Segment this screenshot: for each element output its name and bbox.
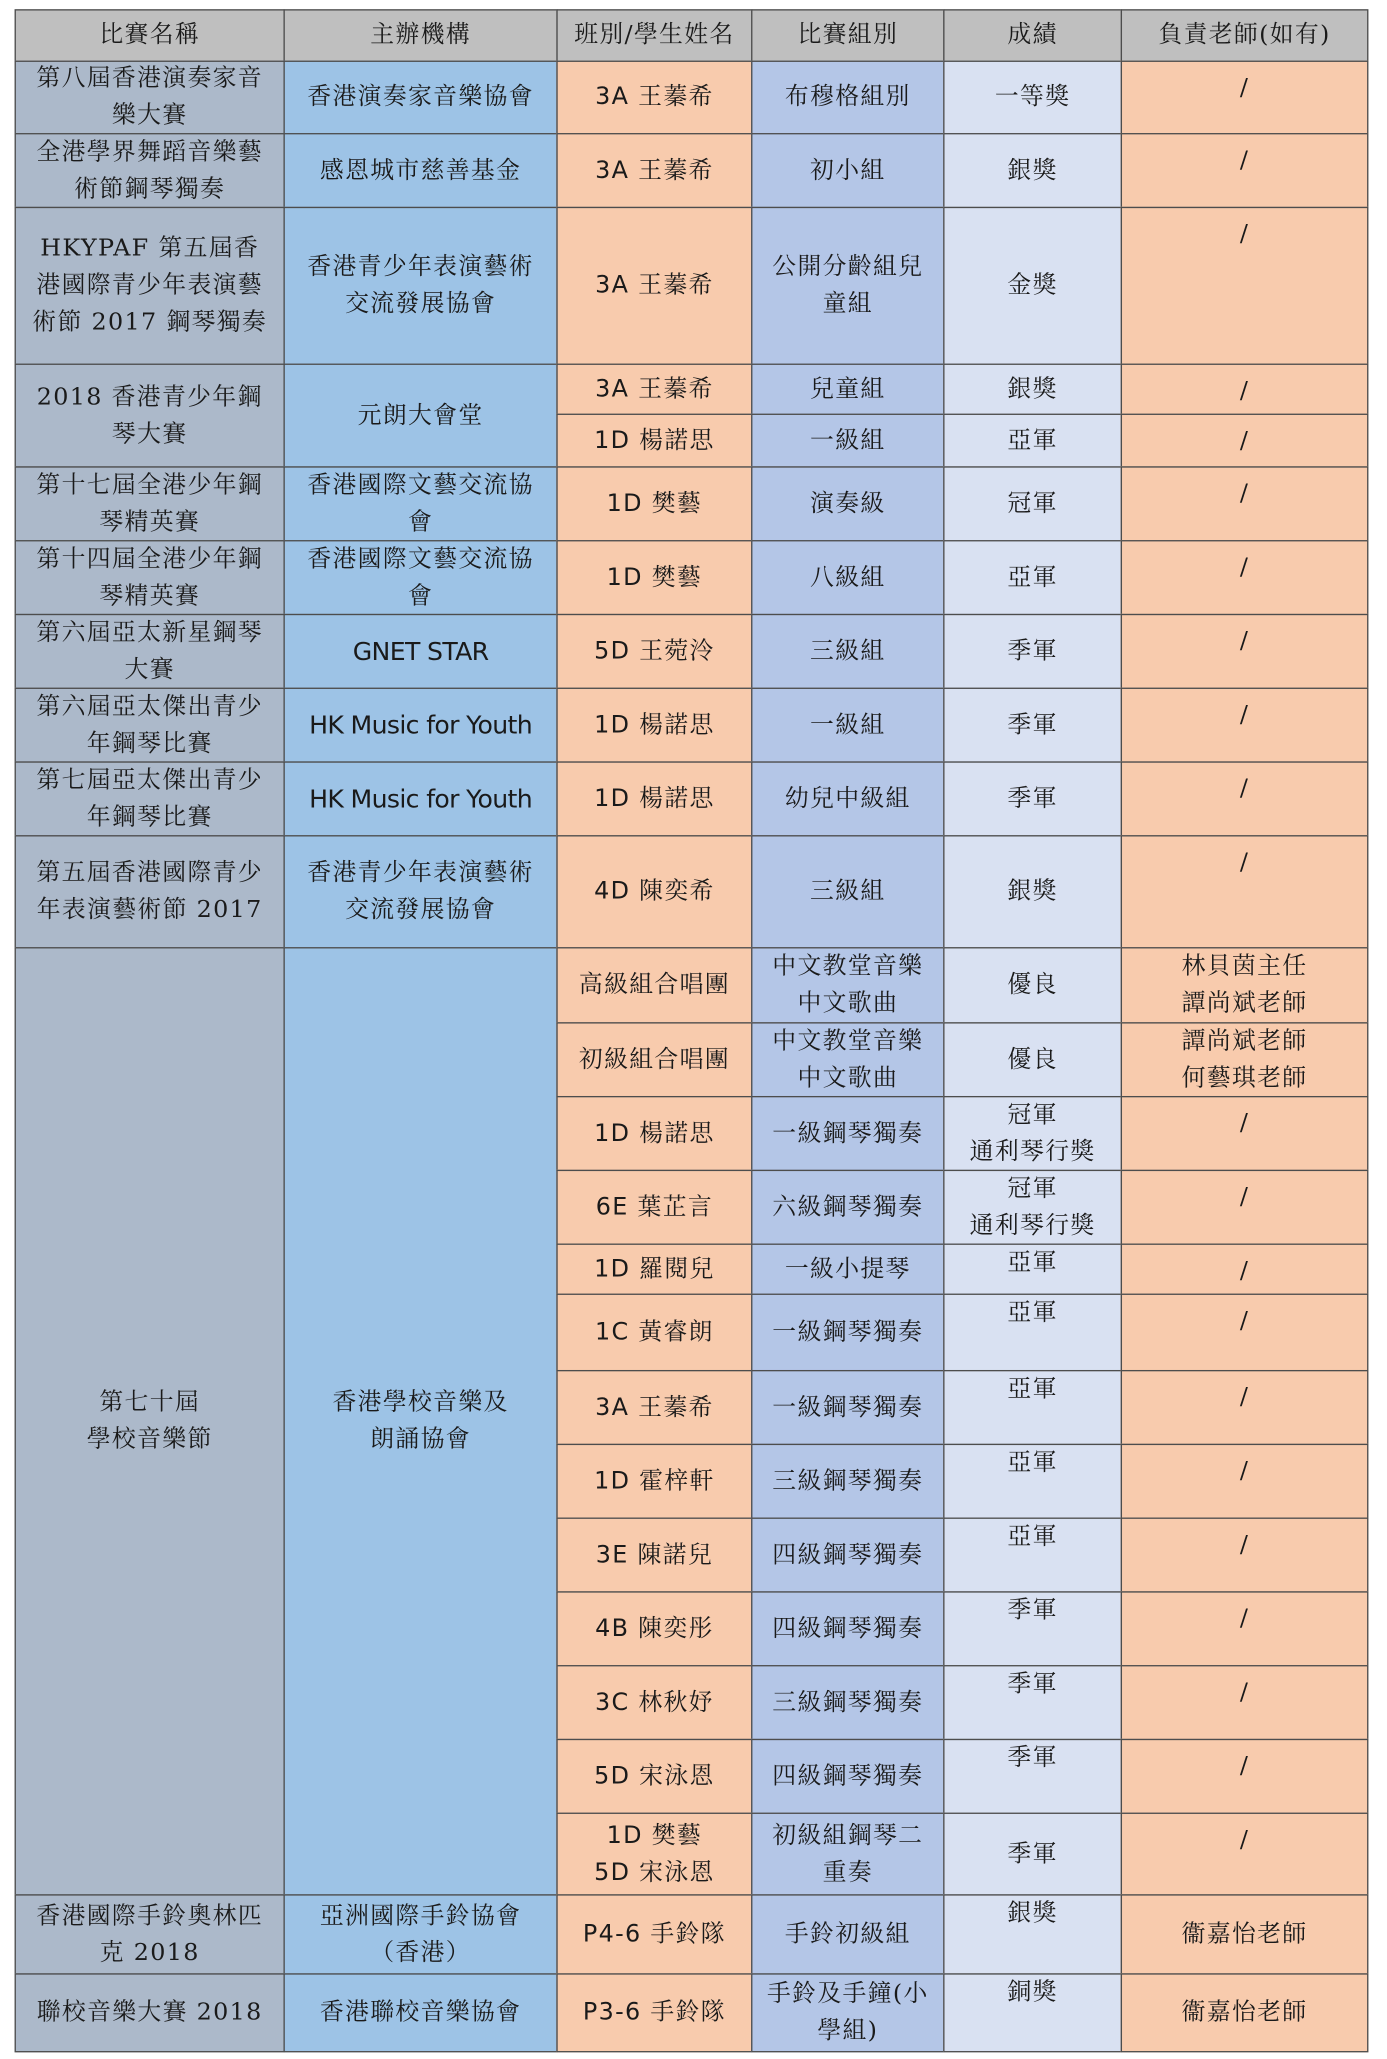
student-cell-text: 1D 羅閱兒 xyxy=(594,1254,715,1283)
student-cell-text: 高級組合唱團 xyxy=(578,970,730,999)
competition-name-text: 第七屆亞太傑出青少年鋼琴比賽 xyxy=(36,766,263,831)
result-cell-text: 亞軍 xyxy=(1007,1298,1058,1327)
student-cell-text: 3A 王蓁希 xyxy=(595,156,714,184)
organizer xyxy=(283,835,557,948)
table-row-teacher-cell xyxy=(1121,947,1369,1023)
table-row-student-cell xyxy=(556,1973,752,2052)
teacher-cell-text: 林貝茵主任 譚尚斌老師 xyxy=(1181,952,1308,1017)
table-row-teacher-cell xyxy=(1121,207,1369,365)
result-cell-text: 銅獎 xyxy=(1007,1978,1058,2007)
competition-name xyxy=(15,207,285,365)
table-row-group-cell xyxy=(751,466,944,541)
table-row-group-cell xyxy=(751,1665,944,1740)
group-cell-text: 三級組 xyxy=(810,877,886,905)
organizer-text: 感恩城市慈善基金 xyxy=(319,156,522,184)
competition-name-text: 2018 香港青少年鋼琴大賽 xyxy=(36,382,263,448)
table-row-result-cell xyxy=(943,540,1122,615)
table-row-student-cell xyxy=(556,1894,752,1974)
table-row-teacher-cell xyxy=(1121,1973,1369,2052)
table-row-result-cell xyxy=(943,1244,1122,1295)
group-cell-text: 四級鋼琴獨奏 xyxy=(772,1540,924,1569)
table-row-teacher-cell xyxy=(1121,364,1369,415)
table-row-group-cell xyxy=(751,207,944,365)
teacher-cell-text: / xyxy=(1239,219,1250,248)
table-row-teacher-cell xyxy=(1121,1591,1369,1666)
table-row-group-cell xyxy=(751,364,944,415)
table-row-student-cell xyxy=(556,466,752,541)
teacher-cell-text: 譚尚斌老師 何藝琪老師 xyxy=(1181,1026,1308,1092)
student-cell-text: 1D 楊諾思 xyxy=(594,710,715,739)
student-cell-text: 1D 楊諾思 xyxy=(594,426,715,454)
student-cell-text: 5D 王菀泠 xyxy=(594,636,715,665)
result-cell-text: 銀獎 xyxy=(1007,374,1058,403)
organizer xyxy=(283,1894,557,1974)
student-cell-text: 1D 楊諾思 xyxy=(594,784,715,813)
table-row-student-cell xyxy=(556,61,752,135)
table-row-group-cell xyxy=(751,614,944,689)
group-cell-text: 一級鋼琴獨奏 xyxy=(772,1393,924,1421)
result-cell-text: 亞軍 xyxy=(1007,1248,1058,1277)
teacher-cell-text: / xyxy=(1239,1182,1250,1211)
teacher-cell-text: / xyxy=(1239,1752,1250,1780)
teacher-cell-text: / xyxy=(1239,1678,1250,1706)
table-row-teacher-cell xyxy=(1121,133,1369,208)
group-cell-text: 三級組 xyxy=(810,636,886,665)
table-row-student-cell xyxy=(556,1665,752,1740)
result-cell-text: 銀獎 xyxy=(1007,1899,1058,1928)
student-cell-text: 6E 葉芷言 xyxy=(595,1192,714,1221)
group-cell-text: 手鈴初級組 xyxy=(784,1919,911,1948)
competition-name-text: 第六屆亞太傑出青少年鋼琴比賽 xyxy=(36,692,263,757)
table-row-result-cell xyxy=(943,688,1122,763)
organizer-text: 香港國際文藝交流協會 xyxy=(307,544,534,610)
organizer xyxy=(283,540,557,615)
table-row-teacher-cell xyxy=(1121,1894,1369,1974)
organizer xyxy=(283,207,557,365)
table-row-result-cell xyxy=(943,1518,1122,1593)
table-row-result-cell xyxy=(943,1973,1122,2052)
teacher-cell-text: / xyxy=(1239,1604,1250,1633)
table-row-student-cell xyxy=(556,688,752,763)
table-row-group-cell xyxy=(751,835,944,948)
table-row-group-cell xyxy=(751,761,944,836)
table-row-teacher-cell xyxy=(1121,61,1369,135)
teacher-cell-text: / xyxy=(1239,774,1250,803)
group-cell-text: 初級組鋼琴二重奏 xyxy=(772,1821,924,1886)
group-cell-text: 六級鋼琴獨奏 xyxy=(772,1192,924,1221)
header-teacher xyxy=(1121,9,1369,62)
header-student xyxy=(556,9,752,62)
teacher-cell-text: / xyxy=(1239,1383,1250,1411)
table-row-teacher-cell xyxy=(1121,1370,1369,1445)
competition-name-text: 第六屆亞太新星鋼琴大賽 xyxy=(36,618,263,684)
competition-name xyxy=(15,1894,285,1974)
group-cell-text: 一級組 xyxy=(810,710,886,739)
organizer xyxy=(283,761,557,836)
teacher-cell-text: / xyxy=(1239,1825,1250,1854)
table-row-student-cell xyxy=(556,364,752,415)
header-competition-text: 比賽名稱 xyxy=(99,21,201,49)
table-row-group-cell xyxy=(751,1022,944,1097)
student-cell-text: 5D 宋泳恩 xyxy=(594,1761,715,1790)
competition-name xyxy=(15,61,285,135)
competition-name-text: 第十七屆全港少年鋼琴精英賽 xyxy=(36,470,263,536)
teacher-cell-text: / xyxy=(1239,627,1250,655)
organizer-text: 元朗大會堂 xyxy=(357,401,484,429)
competition-name xyxy=(15,466,285,541)
competition-name-text: 第十四屆全港少年鋼琴精英賽 xyxy=(36,544,263,610)
group-cell-text: 初小組 xyxy=(810,156,886,184)
competition-name xyxy=(15,761,285,836)
organizer-text: 香港青少年表演藝術交流發展協會 xyxy=(307,252,534,318)
table-row-group-cell xyxy=(751,947,944,1023)
competition-name xyxy=(15,688,285,763)
competition-name-text: 第八屆香港演奏家音樂大賽 xyxy=(36,64,263,130)
student-cell-text: 3E 陳諾兒 xyxy=(595,1540,714,1569)
group-cell-text: 三級鋼琴獨奏 xyxy=(772,1466,924,1495)
teacher-cell-text: / xyxy=(1239,376,1250,405)
header-competition xyxy=(15,9,285,62)
table-row-result-cell xyxy=(943,1022,1122,1097)
table-row-result-cell xyxy=(943,1665,1122,1740)
table-row-student-cell xyxy=(556,761,752,836)
table-row-teacher-cell xyxy=(1121,1444,1369,1519)
competition-name-text: 全港學界舞蹈音樂藝術節鋼琴獨奏 xyxy=(36,137,263,203)
table-row-student-cell xyxy=(556,414,752,468)
result-cell-text: 季軍 xyxy=(1007,1670,1058,1698)
group-cell-text: 四級鋼琴獨奏 xyxy=(772,1614,924,1643)
table-row-group-cell xyxy=(751,1813,944,1896)
table-row-teacher-cell xyxy=(1121,1739,1369,1814)
table-row-group-cell xyxy=(751,1591,944,1666)
table-row-group-cell xyxy=(751,1973,944,2052)
result-cell-text: 季軍 xyxy=(1007,710,1058,739)
teacher-cell-text: 衞嘉怡老師 xyxy=(1181,1998,1308,2027)
competition-name-text: 第五屆香港國際青少年表演藝術節 2017 xyxy=(36,858,263,924)
table-row-result-cell xyxy=(943,364,1122,415)
table-row-student-cell xyxy=(556,1294,752,1372)
result-cell-text: 金獎 xyxy=(1007,271,1058,300)
student-cell-text: 4B 陳奕彤 xyxy=(595,1614,714,1643)
table-row-student-cell xyxy=(556,207,752,365)
result-cell-text: 優良 xyxy=(1007,1045,1058,1073)
table-row-teacher-cell xyxy=(1121,1096,1369,1171)
table-row-group-cell xyxy=(751,61,944,135)
table-row-student-cell xyxy=(556,1813,752,1896)
group-cell-text: 八級組 xyxy=(810,563,886,591)
organizer-text: 香港學校音樂及 朗誦協會 xyxy=(332,1388,509,1453)
organizer xyxy=(283,61,557,135)
table-row-group-cell xyxy=(751,1739,944,1814)
table-row-group-cell xyxy=(751,1370,944,1445)
result-cell-text: 亞軍 xyxy=(1007,1522,1058,1551)
student-cell-text: 1D 樊藝 5D 宋泳恩 xyxy=(594,1821,715,1886)
competition-name xyxy=(15,540,285,615)
table-row-student-cell xyxy=(556,1022,752,1097)
header-result-text: 成績 xyxy=(1007,21,1058,49)
student-cell-text: P4-6 手鈴隊 xyxy=(582,1919,726,1948)
group-cell-text: 一級鋼琴獨奏 xyxy=(772,1119,924,1147)
table-row-student-cell xyxy=(556,947,752,1023)
teacher-cell-text: / xyxy=(1239,479,1250,508)
table-row-group-cell xyxy=(751,1294,944,1372)
table-row-result-cell xyxy=(943,761,1122,836)
table-row-group-cell xyxy=(751,1444,944,1519)
table-row-teacher-cell xyxy=(1121,414,1369,468)
student-cell-text: 1D 樊藝 xyxy=(606,563,703,591)
table-row-result-cell xyxy=(943,1370,1122,1445)
teacher-cell-text: / xyxy=(1239,1109,1250,1137)
competition-name xyxy=(15,614,285,689)
teacher-cell-text: / xyxy=(1239,1456,1250,1485)
student-cell-text: 3A 王蓁希 xyxy=(595,82,714,111)
teacher-cell-text: / xyxy=(1239,1306,1250,1335)
organizer xyxy=(283,947,557,1895)
table-row-teacher-cell xyxy=(1121,540,1369,615)
teacher-cell-text: / xyxy=(1239,146,1250,174)
result-cell-text: 季軍 xyxy=(1007,636,1058,665)
table-row-result-cell xyxy=(943,1739,1122,1814)
group-cell-text: 演奏級 xyxy=(810,489,886,518)
table-row-student-cell xyxy=(556,614,752,689)
organizer-text: 香港青少年表演藝術交流發展協會 xyxy=(307,858,534,924)
table-row-result-cell xyxy=(943,835,1122,948)
table-row-group-cell xyxy=(751,1518,944,1593)
table-row-teacher-cell xyxy=(1121,761,1369,836)
teacher-cell-text: / xyxy=(1239,700,1250,729)
teacher-cell-text: 衞嘉怡老師 xyxy=(1181,1919,1308,1948)
group-cell-text: 中文教堂音樂中文歌曲 xyxy=(772,1026,924,1092)
table-row-student-cell xyxy=(556,540,752,615)
table-row-result-cell xyxy=(943,1170,1122,1245)
student-cell-text: 3A 王蓁希 xyxy=(595,374,714,403)
competition-name-text: HKYPAF 第五屆香港國際青少年表演藝術節 2017 鋼琴獨奏 xyxy=(32,234,268,336)
teacher-cell-text: / xyxy=(1239,553,1250,581)
table-row-student-cell xyxy=(556,1518,752,1593)
table-row-student-cell xyxy=(556,1244,752,1295)
table-row-result-cell xyxy=(943,614,1122,689)
table-row-student-cell xyxy=(556,133,752,208)
header-teacher-text: 負責老師(如有) xyxy=(1158,21,1331,49)
student-cell-text: 3A 王蓁希 xyxy=(595,1393,714,1421)
table-row-teacher-cell xyxy=(1121,1244,1369,1295)
competition-name xyxy=(15,1973,285,2052)
organizer-text: 香港國際文藝交流協會 xyxy=(307,470,534,536)
group-cell-text: 布穆格組別 xyxy=(784,82,911,111)
table-row-teacher-cell xyxy=(1121,614,1369,689)
student-cell-text: 4D 陳奕希 xyxy=(594,877,715,905)
result-cell-text: 季軍 xyxy=(1007,1744,1058,1772)
table-row-teacher-cell xyxy=(1121,1518,1369,1593)
organizer-text: HK Music for Youth xyxy=(309,784,533,814)
result-cell-text: 亞軍 xyxy=(1007,426,1058,454)
organizer-text: GNET STAR xyxy=(352,636,489,666)
header-group-text: 比賽組別 xyxy=(797,21,899,49)
header-group xyxy=(751,9,944,62)
table-row-student-cell xyxy=(556,1444,752,1519)
teacher-cell-text: / xyxy=(1239,73,1250,102)
table-row-result-cell xyxy=(943,1813,1122,1896)
table-row-result-cell xyxy=(943,1894,1122,1974)
organizer-text: 香港聯校音樂協會 xyxy=(319,1998,522,2027)
group-cell-text: 手鈴及手鐘(小學組) xyxy=(766,1979,929,2045)
organizer xyxy=(283,466,557,541)
student-cell-text: 1D 樊藝 xyxy=(606,489,703,518)
result-cell-text: 亞軍 xyxy=(1007,563,1058,591)
table-row-group-cell xyxy=(751,1096,944,1171)
table-row-student-cell xyxy=(556,1170,752,1245)
result-cell-text: 季軍 xyxy=(1007,784,1058,813)
result-cell-text: 亞軍 xyxy=(1007,1375,1058,1403)
table-row-result-cell xyxy=(943,1591,1122,1666)
table-row-result-cell xyxy=(943,133,1122,208)
table-row-group-cell xyxy=(751,414,944,468)
table-row-student-cell xyxy=(556,1739,752,1814)
table-row-group-cell xyxy=(751,540,944,615)
table-row-result-cell xyxy=(943,947,1122,1023)
table-row-group-cell xyxy=(751,133,944,208)
table-row-result-cell xyxy=(943,466,1122,541)
group-cell-text: 一級小提琴 xyxy=(784,1254,911,1283)
student-cell-text: 1C 黃睿朗 xyxy=(594,1317,714,1346)
result-cell-text: 冠軍 通利琴行獎 xyxy=(969,1101,1096,1166)
competition-name-text: 聯校音樂大賽 2018 xyxy=(36,1998,263,2027)
teacher-cell-text: / xyxy=(1239,848,1250,877)
table-row-teacher-cell xyxy=(1121,466,1369,541)
organizer xyxy=(283,614,557,689)
teacher-cell-text: / xyxy=(1239,1530,1250,1559)
table-row-student-cell xyxy=(556,1370,752,1445)
table-row-result-cell xyxy=(943,414,1122,468)
teacher-cell-text: / xyxy=(1239,1256,1250,1285)
table-row-teacher-cell xyxy=(1121,1813,1369,1896)
group-cell-text: 兒童組 xyxy=(810,374,886,403)
organizer-text: 亞洲國際手鈴協會（香港） xyxy=(319,1901,522,1967)
organizer xyxy=(283,364,557,468)
organizer xyxy=(283,688,557,763)
table-row-result-cell xyxy=(943,207,1122,365)
student-cell-text: P3-6 手鈴隊 xyxy=(582,1998,726,2027)
table-row-student-cell xyxy=(556,835,752,948)
group-cell-text: 一級組 xyxy=(810,426,886,454)
result-cell-text: 一等獎 xyxy=(994,82,1071,111)
header-organizer-text: 主辦機構 xyxy=(370,21,471,49)
table-row-group-cell xyxy=(751,1244,944,1295)
teacher-cell-text: / xyxy=(1239,426,1250,455)
table-row-result-cell xyxy=(943,61,1122,135)
table-row-teacher-cell xyxy=(1121,688,1369,763)
group-cell-text: 四級鋼琴獨奏 xyxy=(772,1761,924,1790)
table-row-result-cell xyxy=(943,1096,1122,1171)
group-cell-text: 中文教堂音樂中文歌曲 xyxy=(772,952,924,1017)
group-cell-text: 三級鋼琴獨奏 xyxy=(772,1688,924,1716)
student-cell-text: 初級組合唱團 xyxy=(578,1045,730,1073)
result-cell-text: 冠軍 xyxy=(1007,489,1058,518)
table-row-teacher-cell xyxy=(1121,1170,1369,1245)
competition-name-text: 香港國際手鈴奧林匹克 2018 xyxy=(36,1901,263,1967)
student-cell-text: 3C 林秋妤 xyxy=(594,1688,714,1716)
organizer-text: 香港演奏家音樂協會 xyxy=(307,82,534,111)
result-cell-text: 冠軍 通利琴行獎 xyxy=(969,1175,1096,1240)
table-row-student-cell xyxy=(556,1591,752,1666)
table-row-result-cell xyxy=(943,1444,1122,1519)
table-row-student-cell xyxy=(556,1096,752,1171)
competition-name xyxy=(15,364,285,468)
table-row-teacher-cell xyxy=(1121,1022,1369,1097)
student-cell-text: 1D 楊諾思 xyxy=(594,1119,715,1147)
group-cell-text: 一級鋼琴獨奏 xyxy=(772,1317,924,1346)
competition-name-text: 第七十屆 學校音樂節 xyxy=(86,1388,213,1453)
header-result xyxy=(943,9,1122,62)
result-cell-text: 季軍 xyxy=(1007,1839,1058,1868)
organizer-text: HK Music for Youth xyxy=(309,710,533,740)
organizer xyxy=(283,133,557,208)
table-row-group-cell xyxy=(751,688,944,763)
student-cell-text: 1D 霍梓軒 xyxy=(594,1466,715,1495)
student-cell-text: 3A 王蓁希 xyxy=(595,271,714,300)
competition-name xyxy=(15,947,285,1895)
competition-name xyxy=(15,133,285,208)
competition-name xyxy=(15,835,285,948)
group-cell-text: 幼兒中級組 xyxy=(784,784,911,813)
table-row-teacher-cell xyxy=(1121,1665,1369,1740)
table-row-result-cell xyxy=(943,1294,1122,1372)
group-cell-text: 公開分齡組兒童組 xyxy=(772,252,924,318)
table-row-group-cell xyxy=(751,1894,944,1974)
result-cell-text: 季軍 xyxy=(1007,1596,1058,1625)
table-row-teacher-cell xyxy=(1121,835,1369,948)
table-row-teacher-cell xyxy=(1121,1294,1369,1372)
result-cell-text: 銀獎 xyxy=(1007,877,1058,905)
result-cell-text: 優良 xyxy=(1007,970,1058,999)
organizer xyxy=(283,1973,557,2052)
header-student-text: 班別/學生姓名 xyxy=(574,21,735,49)
table-row-group-cell xyxy=(751,1170,944,1245)
result-cell-text: 亞軍 xyxy=(1007,1449,1058,1477)
result-cell-text: 銀獎 xyxy=(1007,156,1058,184)
header-organizer xyxy=(283,9,557,62)
